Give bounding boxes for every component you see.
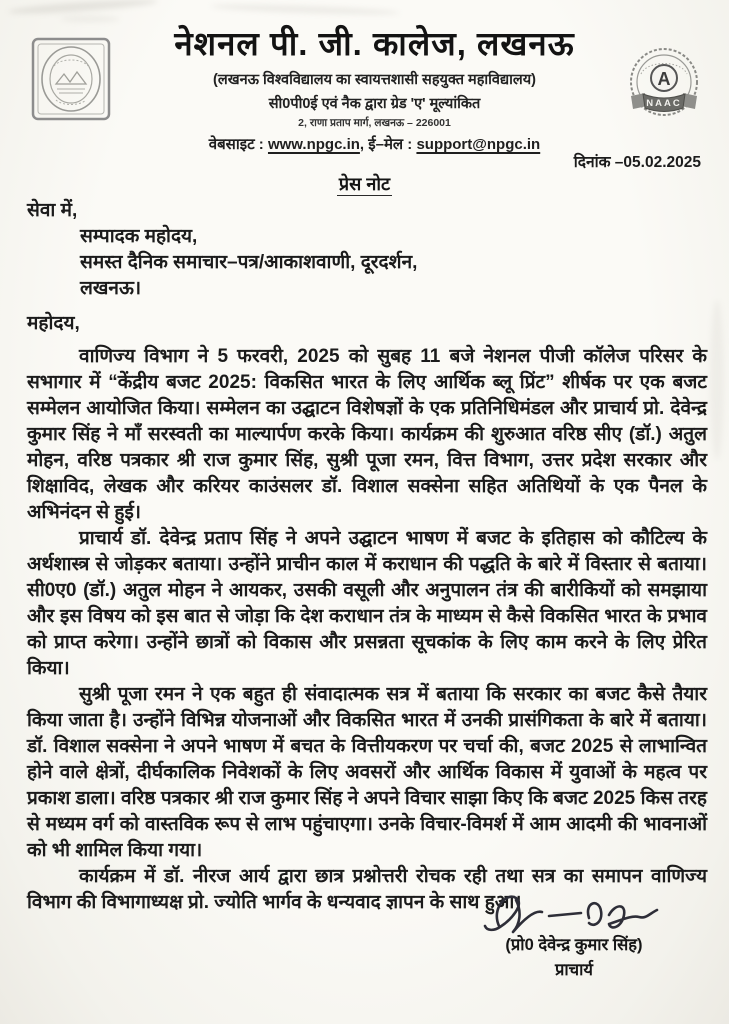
naac-grade-letter: A bbox=[657, 69, 671, 89]
college-address: 2, राणा प्रताप मार्ग, लखनऊ – 226001 bbox=[298, 117, 451, 130]
email-label: , ई–मेल : bbox=[359, 136, 417, 154]
recipient-line: लखनऊ। bbox=[80, 278, 142, 299]
salutation: महोदय, bbox=[27, 313, 80, 334]
email-url: support@npgc.in bbox=[416, 136, 541, 154]
scan-artifact bbox=[8, 0, 158, 16]
signature-block bbox=[445, 886, 703, 980]
body-paragraph: प्राचार्य डॉ. देवेन्द्र प्रताप सिंह ने अपने उद्घाटन भाषण में बजट के इतिहास को कौटिल्य के अर्थशास्त्र से जोड़कर बताया। उन्होंने प्राचीन काल में कराधान की पद्धति के बारे में विस्तार से बताया। सी0ए0 (डॉ.) अतुल मोहन ने आयकर, उसकी वसूली और अनुपालन तंत्र की बारीकियों को समझाया और इस विषय को इस बात से जोड़ा कि देश कराधान तंत्र के माध्यम से कैसे विकसित भारत के प्रभाव को प्राप्त करेगा। उन्होंने छात्रों को विकास और प्रसन्नता सूचकांक के लिए काम करने के लिए प्रेरित किया। bbox=[27, 528, 707, 679]
website-url: www.npgc.in bbox=[267, 136, 360, 154]
press-note-title: प्रेस नोट bbox=[338, 174, 391, 194]
website-line bbox=[108, 134, 641, 154]
date-line: दिनांक –05.02.2025 bbox=[573, 154, 701, 171]
college-name: नेशनल पी. जी. कालेज, लखनऊ bbox=[174, 25, 575, 62]
website-label: वेबसाइट : bbox=[208, 136, 268, 154]
scan-artifact bbox=[710, 300, 724, 460]
naac-ribbon-label: NAAC bbox=[646, 98, 682, 109]
scan-artifact bbox=[60, 16, 120, 22]
signatory-designation: प्राचार्य bbox=[555, 961, 593, 979]
scan-artifact bbox=[210, 3, 400, 17]
college-subtitle: (लखनऊ विश्वविद्यालय का स्वायत्तशासी सहयुक्त महाविद्यालय) bbox=[213, 72, 536, 89]
college-emblem-icon bbox=[30, 36, 112, 127]
recipient-line: समस्त दैनिक समाचार–पत्र/आकाशवाणी, दूरदर्शन, bbox=[80, 252, 418, 273]
letter-body bbox=[27, 198, 707, 916]
college-accreditation: सी0पी0ई एवं नैक द्वारा ग्रेड 'ए' मूल्यांकित bbox=[268, 96, 481, 113]
body-paragraph: वाणिज्य विभाग ने 5 फरवरी, 2025 को सुबह 11 बजे नेशनल पीजी कॉलेज परिसर के सभागार में “केंद्रीय बजट 2025: विकसित भारत के लिए आर्थिक ब्लू प्रिंट” शीर्षक पर एक बजट सम्मेलन आयोजित किया। सम्मेलन का उद्घाटन विशेषज्ञों के एक प्रतिनिधिमंडल और प्राचार्य प्रो. देवेन्द्र कुमार सिंह ने माँ सरस्वती का माल्यार्पण करके किया। कार्यक्रम की शुरुआत वरिष्ठ सीए (डॉ.) अतुल मोहन, वरिष्ठ पत्रकार श्री राज कुमार सिंह, सुश्री पूजा रमन, वित्त विभाग, उत्तर प्रदेश सरकार और शिक्षाविद, लेखक और करियर काउंसलर डॉ. विशाल सक्सेना सहित अतिथियों के एक पैनल के अभिनंदन से हुई। bbox=[27, 346, 707, 523]
body-paragraph: कार्यक्रम में डॉ. नीरज आर्य द्वारा छात्र प्रश्नोत्तरी रोचक रही तथा सत्र का समापन वाणिज्य विभाग की विभागाध्यक्ष प्रो. ज्योति भार्गव के धन्यवाद ज्ञापन के साथ हुआ। bbox=[27, 866, 707, 913]
recipient-line: सम्पादक महोदय, bbox=[80, 226, 198, 247]
body-paragraph: सुश्री पूजा रमन ने एक बहुत ही संवादात्मक सत्र में बताया कि सरकार का बजट कैसे तैयार किया जाता है। उन्होंने विभिन्न योजनाओं और विकसित भारत में उनकी प्रासंगिकता के बारे में बताया। डॉ. विशाल सक्सेना ने अपने भाषण में बचत के वित्तीयकरण पर चर्चा की, बजट 2025 से लाभान्वित होने वाले क्षेत्रों, दीर्घकालिक निवेशकों के लिए अवसरों और आर्थिक विकास में युवाओं के महत्व पर प्रकाश डाला। वरिष्ठ पत्रकार श्री राज कुमार सिंह ने अपने विचार साझा किए कि बजट 2025 किस तरह से मध्यम वर्ग को वास्तविक रूप से लाभ पहुंचाएगा। उनके विचार-विमर्श में आम आदमी की भावनाओं को भी शामिल किया गया। bbox=[27, 684, 707, 861]
letterhead bbox=[108, 26, 641, 154]
recipient-opening: सेवा में, bbox=[27, 200, 78, 221]
signatory-name: (प्रो0 देवेन्द्र कुमार सिंह) bbox=[505, 936, 643, 954]
